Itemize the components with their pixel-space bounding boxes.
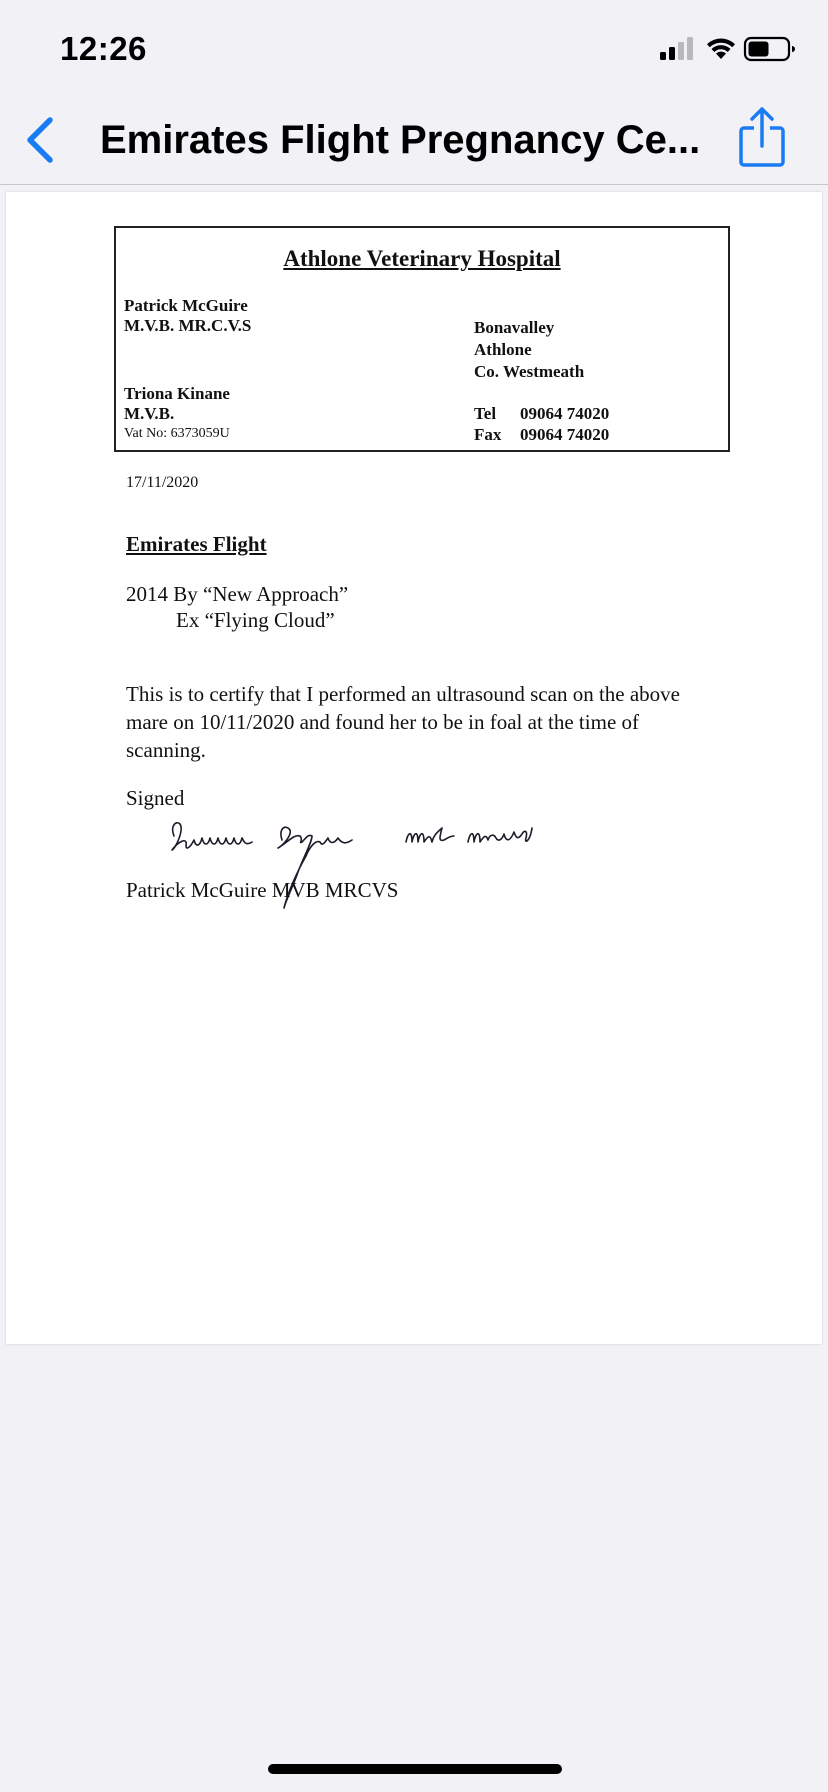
wifi-icon <box>707 38 735 59</box>
body-line-2: mare on 10/11/2020 and found her to be in foal at the time of <box>126 710 640 734</box>
letter-date: 17/11/2020 <box>126 474 199 491</box>
vet1-quals: M.V.B. MR.C.V.S <box>124 316 252 335</box>
signatory-name: Patrick McGuire MVB MRCVS <box>126 878 399 902</box>
cellular-signal-icon <box>660 37 693 60</box>
address-line-3: Co. Westmeath <box>474 362 585 381</box>
vet2-quals: M.V.B. <box>124 404 175 423</box>
fax-label: Fax <box>474 425 502 444</box>
letterhead <box>114 226 730 452</box>
body-line-1: This is to certify that I performed an ultrasound scan on the above <box>126 682 680 706</box>
status-time: 12:26 <box>60 30 147 67</box>
pedigree-dam: Ex “Flying Cloud” <box>176 608 335 632</box>
vet2-name: Triona Kinane <box>124 384 230 403</box>
document-title: Emirates Flight Pregnancy Ce... <box>100 118 701 162</box>
status-icons-svg <box>658 34 798 64</box>
tel-label: Tel <box>474 404 497 423</box>
address-line-1: Bonavalley <box>474 318 555 337</box>
status-bar <box>0 0 828 96</box>
tel-number: 09064 74020 <box>520 404 610 423</box>
nav-bar <box>0 96 828 185</box>
vet1-name: Patrick McGuire <box>124 296 248 315</box>
back-button[interactable] <box>18 110 66 170</box>
battery-icon <box>745 38 795 60</box>
horse-name: Emirates Flight <box>126 532 267 556</box>
fax-number: 09064 74020 <box>520 425 610 444</box>
share-icon <box>736 104 788 170</box>
document-page[interactable] <box>6 192 822 1344</box>
pedigree-sire: 2014 By “New Approach” <box>126 582 349 606</box>
status-icons <box>658 34 798 64</box>
vat-number: Vat No: 6373059U <box>124 426 230 441</box>
signed-label: Signed <box>126 786 185 810</box>
address-line-2: Athlone <box>474 340 532 359</box>
handwritten-signature <box>166 812 586 922</box>
hospital-name: Athlone Veterinary Hospital <box>283 246 561 271</box>
chevron-left-icon <box>18 110 66 170</box>
body-line-3: scanning. <box>126 738 206 762</box>
home-indicator[interactable] <box>268 1764 562 1774</box>
share-button[interactable] <box>736 104 788 170</box>
